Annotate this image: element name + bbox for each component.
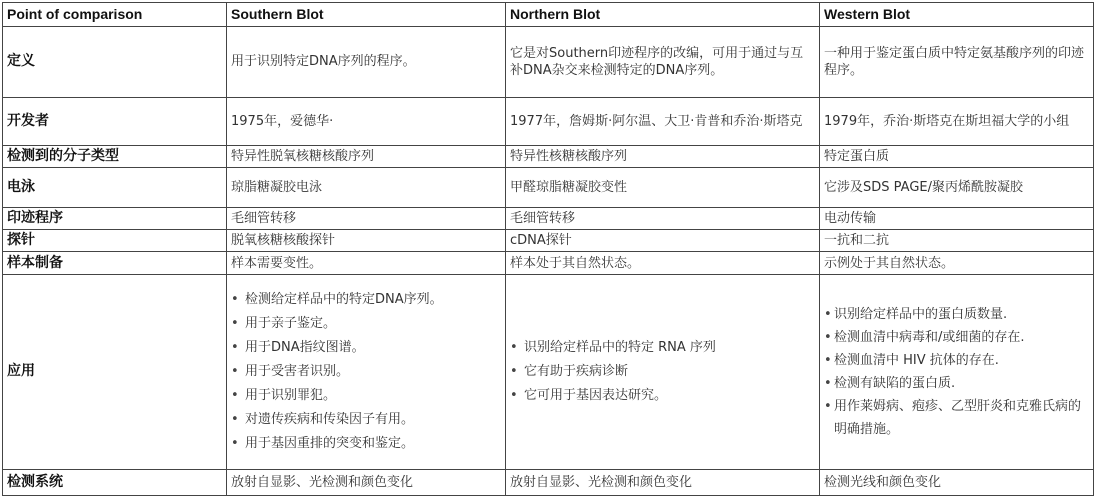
application-list-item: [824, 372, 1089, 395]
application-list-item: [824, 326, 1089, 349]
western-electrophoresis: 它涉及SDS PAGE/聚丙烯酰胺凝胶: [820, 167, 1094, 207]
western-probe: 一抗和二抗: [820, 230, 1094, 252]
row-label-definition: 定义: [3, 27, 227, 97]
southern-developer: 1975年，爱德华·: [227, 97, 506, 145]
row-label-blotting-procedure: 印迹程序: [3, 208, 227, 230]
southern-applications-list: [231, 288, 501, 456]
bullet-icon: •: [824, 375, 832, 391]
southern-sample-preparation: 样本需要变性。: [227, 252, 506, 274]
bullet-icon: •: [231, 387, 239, 403]
row-probe: [3, 230, 1094, 252]
header-western-blot: Western Blot: [820, 3, 1094, 27]
application-text: 用于亲子鉴定。: [245, 315, 337, 331]
application-text: 识别给定样品中的特定 RNA 序列: [524, 339, 716, 355]
application-text: 它可用于基因表达研究。: [524, 387, 668, 403]
application-text: 对遗传疾病和传染因子有用。: [245, 411, 415, 427]
southern-electrophoresis: 琼脂糖凝胶电泳: [227, 167, 506, 207]
row-label-probe: 探针: [3, 230, 227, 252]
application-text: 检测血清中病毒和/或细菌的存在.: [834, 329, 1025, 345]
header-point-of-comparison: Point of comparison: [3, 3, 227, 27]
bullet-icon: •: [824, 329, 832, 345]
row-label-sample-preparation: 样本制备: [3, 252, 227, 274]
application-list-item: [231, 432, 501, 456]
southern-molecule-type: 特异性脱氧核糖核酸序列: [227, 145, 506, 167]
northern-sample-preparation: 样本处于其自然状态。: [506, 252, 820, 274]
application-text: 用于识别罪犯。: [245, 387, 337, 403]
western-applications: [820, 274, 1094, 469]
northern-developer: 1977年，詹姆斯·阿尔温、大卫·肯普和乔治·斯塔克: [506, 97, 820, 145]
application-list-item: [510, 336, 815, 360]
bullet-icon: •: [824, 306, 832, 322]
bullet-icon: •: [510, 363, 518, 379]
application-list-item: [231, 384, 501, 408]
application-text: 用于基因重排的突变和鉴定。: [245, 435, 415, 451]
application-text: 用于DNA指纹图谱。: [245, 339, 365, 355]
application-text: 检测血清中 HIV 抗体的存在.: [834, 352, 999, 368]
row-sample-preparation: [3, 252, 1094, 274]
row-applications: [3, 274, 1094, 469]
bullet-icon: •: [824, 352, 832, 368]
row-molecule-type: [3, 145, 1094, 167]
row-blotting-procedure: [3, 208, 1094, 230]
application-list-item: [231, 360, 501, 384]
northern-applications: [506, 274, 820, 469]
application-text: 它有助于疾病诊断: [524, 363, 629, 379]
comparison-table: [2, 2, 1094, 496]
application-list-item: [510, 384, 815, 408]
western-developer: 1979年，乔治·斯塔克在斯坦福大学的小组: [820, 97, 1094, 145]
northern-molecule-type: 特异性核糖核酸序列: [506, 145, 820, 167]
western-definition: 一种用于鉴定蛋白质中特定氨基酸序列的印迹程序。: [820, 27, 1094, 97]
application-list-item: [824, 349, 1089, 372]
application-list-item: [824, 395, 1089, 441]
northern-detection-system: 放射自显影、光检测和颜色变化: [506, 469, 820, 495]
application-text: 用作莱姆病、疱疹、乙型肝炎和克雅氏病的明确措施。: [834, 398, 1082, 437]
bullet-icon: •: [510, 339, 518, 355]
application-list-item: [231, 336, 501, 360]
northern-blotting-procedure: 毛细管转移: [506, 208, 820, 230]
northern-applications-list: [510, 336, 815, 408]
southern-probe: 脱氧核糖核酸探针: [227, 230, 506, 252]
header-southern-blot: Southern Blot: [227, 3, 506, 27]
bullet-icon: •: [824, 398, 832, 414]
western-applications-list: [824, 303, 1089, 441]
row-detection-system: [3, 469, 1094, 495]
row-definition: [3, 27, 1094, 97]
northern-definition: 它是对Southern印迹程序的改编，可用于通过与互补DNA杂交来检测特定的DNA序列。: [506, 27, 820, 97]
row-electrophoresis: [3, 167, 1094, 207]
western-blotting-procedure: 电动传输: [820, 208, 1094, 230]
bullet-icon: •: [231, 363, 239, 379]
southern-applications: [227, 274, 506, 469]
northern-probe: cDNA探针: [506, 230, 820, 252]
application-text: 检测给定样品中的特定DNA序列。: [245, 291, 443, 307]
application-list-item: [231, 288, 501, 312]
application-text: 识别给定样品中的蛋白质数量.: [834, 306, 1008, 322]
bullet-icon: •: [231, 291, 239, 307]
application-list-item: [231, 408, 501, 432]
bullet-icon: •: [231, 339, 239, 355]
northern-electrophoresis: 甲醛琼脂糖凝胶变性: [506, 167, 820, 207]
row-label-applications: 应用: [3, 274, 227, 469]
application-text: 用于受害者识别。: [245, 363, 350, 379]
southern-detection-system: 放射自显影、光检测和颜色变化: [227, 469, 506, 495]
bullet-icon: •: [510, 387, 518, 403]
application-list-item: [510, 360, 815, 384]
bullet-icon: •: [231, 315, 239, 331]
bullet-icon: •: [231, 435, 239, 451]
header-row: [3, 3, 1094, 27]
western-detection-system: 检测光线和颜色变化: [820, 469, 1094, 495]
southern-definition: 用于识别特定DNA序列的程序。: [227, 27, 506, 97]
application-list-item: [231, 312, 501, 336]
application-list-item: [824, 303, 1089, 326]
row-label-electrophoresis: 电泳: [3, 167, 227, 207]
southern-blotting-procedure: 毛细管转移: [227, 208, 506, 230]
header-northern-blot: Northern Blot: [506, 3, 820, 27]
row-label-molecule-type: 检测到的分子类型: [3, 145, 227, 167]
row-label-detection-system: 检测系统: [3, 469, 227, 495]
row-label-developer: 开发者: [3, 97, 227, 145]
western-sample-preparation: 示例处于其自然状态。: [820, 252, 1094, 274]
application-text: 检测有缺陷的蛋白质.: [834, 375, 956, 391]
bullet-icon: •: [231, 411, 239, 427]
row-developer: [3, 97, 1094, 145]
western-molecule-type: 特定蛋白质: [820, 145, 1094, 167]
